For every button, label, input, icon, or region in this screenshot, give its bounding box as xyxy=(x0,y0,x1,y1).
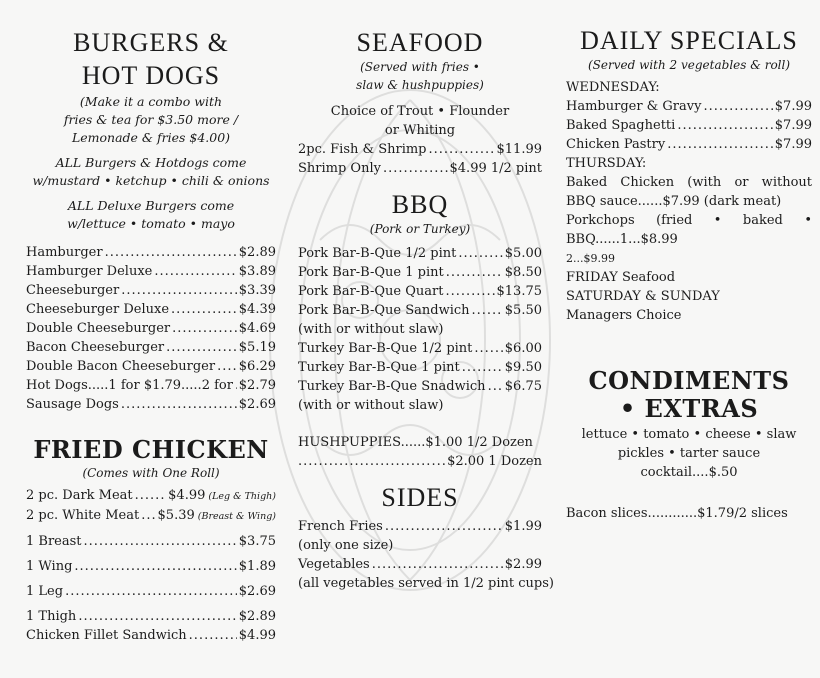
menu-item: 2pc. Fish & Shrimp ..... $11.99 xyxy=(298,140,542,159)
menu-item: Pork Bar-B-Que Sandwich ..... $5.50 xyxy=(298,301,542,320)
menu-item: Turkey Bar-B-Que 1 pint ..... $9.50 xyxy=(298,358,542,377)
menu-item: 2 pc. White Meat ..... $5.39 (Breast & Wing) xyxy=(26,506,276,526)
daily-specials-title: DAILY SPECIALS xyxy=(580,26,798,55)
bbq-title: BBQ xyxy=(391,190,449,219)
menu-item: Sausage Dogs ..... $2.69 xyxy=(26,395,276,414)
menu-item: Pork Bar-B-Que 1/2 pint ..... $5.00 xyxy=(298,244,542,263)
fried-chicken-subtitle: (Comes with One Roll) xyxy=(82,466,220,480)
burgers-toppings-line: w/mustard • ketchup • chili & onions xyxy=(32,173,270,188)
seafood-subtitle-line: (Served with fries • xyxy=(360,60,480,74)
menu-item: 1 Thigh ..... $2.89 xyxy=(26,607,276,626)
condiments-line: cocktail....$.50 xyxy=(640,465,738,480)
hushpuppies-dozen: ..... $2.00 1 Dozen xyxy=(298,452,542,471)
fried-chicken-title: FRIED CHICKEN xyxy=(33,435,269,464)
menu-item: Hamburger & Gravy ..... $7.99 xyxy=(566,97,812,116)
combo-note-line: fries & tea for $3.50 more / xyxy=(63,112,239,127)
menu-item: Hot Dogs.....1 for $1.79.....2 for ..... $2.79 xyxy=(26,376,276,395)
menu-item: French Fries ..... $1.99 xyxy=(298,517,542,536)
burgers-list xyxy=(26,243,276,414)
managers-choice-line: Managers Choice xyxy=(566,308,682,323)
deluxe-toppings-line: w/lettuce • tomato • mayo xyxy=(67,216,235,231)
sides-title: SIDES xyxy=(381,483,459,512)
menu-item: Double Bacon Cheeseburger ..... $6.29 xyxy=(26,357,276,376)
combo-note-line: (Make it a combo with xyxy=(79,94,223,109)
weekend-line: SATURDAY & SUNDAY xyxy=(566,289,720,304)
menu-item: Pork Bar-B-Que Quart ..... $13.75 xyxy=(298,282,542,301)
thursday-label: THURSDAY: xyxy=(566,156,647,171)
chicken-list xyxy=(26,486,276,645)
thursday-line: BBQ......1...$8.99 xyxy=(566,232,678,247)
column-middle xyxy=(298,0,554,593)
wednesday-label: WEDNESDAY: xyxy=(566,80,660,95)
menu-item: Turkey Bar-B-Que 1/2 pint ..... $6.00 xyxy=(298,339,542,358)
thursday-line: 2...$9.99 xyxy=(566,252,615,265)
friday-line: FRIDAY Seafood xyxy=(566,270,676,285)
menu-item: 1 Breast ..... $3.75 xyxy=(26,532,276,551)
menu-item: Cheeseburger Deluxe ..... $4.39 xyxy=(26,300,276,319)
seafood-choice-line: Choice of Trout • Flounder xyxy=(330,104,510,119)
thursday-line: BBQ sauce......$7.99 (dark meat) xyxy=(566,194,782,209)
menu-item: Shrimp Only ..... $4.99 1/2 pint xyxy=(298,159,542,178)
column-left xyxy=(26,0,276,645)
seafood-subtitle-line: slaw & hushpuppies) xyxy=(356,78,484,92)
menu-item: Hamburger Deluxe ..... $3.89 xyxy=(26,262,276,281)
fries-note: (only one size) xyxy=(298,538,394,553)
menu-item: Chicken Fillet Sandwich ..... $4.99 xyxy=(26,626,276,645)
condiments-line: pickles • tarter sauce xyxy=(617,446,761,461)
seafood-choice-line: or Whiting xyxy=(384,123,456,138)
menu-item: Cheeseburger ..... $3.39 xyxy=(26,281,276,300)
menu-item: Hamburger ..... $2.89 xyxy=(26,243,276,262)
menu-item: Baked Spaghetti ..... $7.99 xyxy=(566,116,812,135)
slaw-note: (with or without slaw) xyxy=(298,398,444,413)
menu-item: Turkey Bar-B-Que Snadwich ..... $6.75 xyxy=(298,377,542,396)
condiments-title-line2: • EXTRAS xyxy=(619,394,759,423)
menu-item: Bacon Cheeseburger ..... $5.19 xyxy=(26,338,276,357)
daily-specials-subtitle: (Served with 2 vegetables & roll) xyxy=(587,58,791,72)
burgers-toppings-line: ALL Burgers & Hotdogs come xyxy=(55,155,247,170)
column-right xyxy=(566,0,812,523)
thursday-line: Porkchops (fried • baked • xyxy=(566,213,812,228)
burgers-title-line1: BURGERS & xyxy=(73,28,229,57)
condiments-line: lettuce • tomato • cheese • slaw xyxy=(581,427,797,442)
bbq-subtitle: (Pork or Turkey) xyxy=(369,222,471,236)
menu-item: Pork Bar-B-Que 1 pint ..... $8.50 xyxy=(298,263,542,282)
menu-item: Double Cheeseburger ..... $4.69 xyxy=(26,319,276,338)
deluxe-toppings-line: ALL Deluxe Burgers come xyxy=(67,198,235,213)
thursday-line: Baked Chicken (with or without xyxy=(566,175,812,190)
bacon-slices-line: Bacon slices............$1.79/2 slices xyxy=(566,506,788,521)
menu-item: 1 Leg ..... $2.69 xyxy=(26,582,276,601)
hushpuppies-half-dozen: HUSHPUPPIES......$1.00 1/2 Dozen xyxy=(298,435,533,450)
combo-note-line: Lemonade & fries $4.00) xyxy=(71,130,231,145)
menu-item: Vegetables ..... $2.99 xyxy=(298,555,542,574)
seafood-title: SEAFOOD xyxy=(356,28,484,57)
menu-item: Chicken Pastry ..... $7.99 xyxy=(566,135,812,154)
menu-item: 2 pc. Dark Meat ..... $4.99 (Leg & Thigh) xyxy=(26,486,276,506)
vegetables-note: (all vegetables served in 1/2 pint cups) xyxy=(298,576,554,591)
burgers-title-line2: HOT DOGS xyxy=(81,61,221,90)
condiments-title-line1: CONDIMENTS xyxy=(588,366,790,395)
menu-item: 1 Wing ..... $1.89 xyxy=(26,557,276,576)
slaw-note: (with or without slaw) xyxy=(298,322,444,337)
